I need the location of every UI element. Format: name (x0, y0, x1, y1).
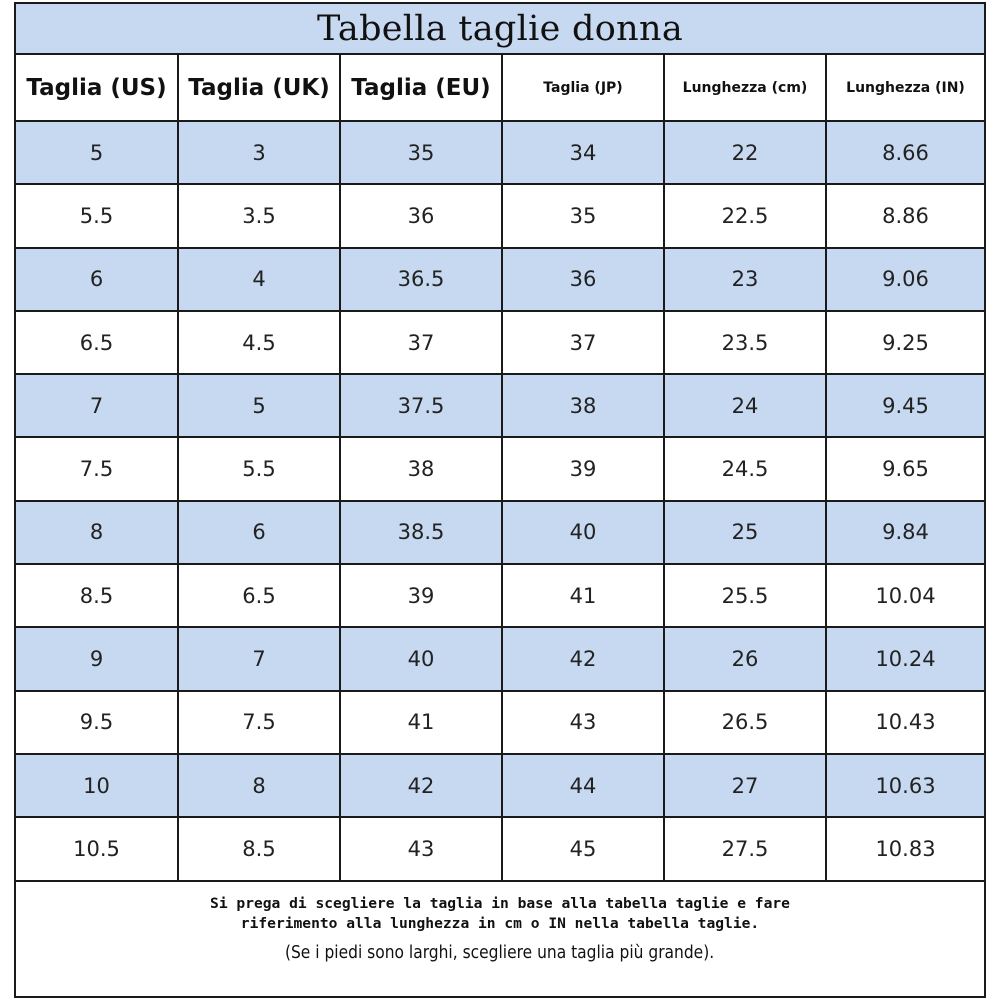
cell-jp: 42 (502, 627, 664, 690)
cell-eu: 38 (340, 437, 502, 500)
table-row (16, 501, 984, 564)
header-uk: Taglia (UK) (178, 55, 340, 121)
cell-length-in: 9.25 (826, 311, 984, 374)
cell-us: 5.5 (16, 184, 178, 247)
table-row (16, 248, 984, 311)
header-us: Taglia (US) (16, 55, 178, 121)
cell-length-in: 10.24 (826, 627, 984, 690)
table-row (16, 374, 984, 437)
cell-eu: 36 (340, 184, 502, 247)
cell-uk: 5.5 (178, 437, 340, 500)
cell-us: 6.5 (16, 311, 178, 374)
cell-uk: 3.5 (178, 184, 340, 247)
footer-note: (Se i piedi sono larghi, scegliere una taglia più grande). (285, 942, 715, 963)
cell-us: 10.5 (16, 817, 178, 880)
cell-us: 9 (16, 627, 178, 690)
cell-length-cm: 25.5 (664, 564, 826, 627)
size-chart (14, 2, 986, 998)
cell-length-in: 10.83 (826, 817, 984, 880)
footer-instruction: Si prega di scegliere la taglia in base alla tabella taglie e fare riferimento alla lunghezza in cm o IN nella tabella taglie. (210, 895, 790, 932)
cell-eu: 37.5 (340, 374, 502, 437)
cell-us: 6 (16, 248, 178, 311)
header-eu: Taglia (EU) (340, 55, 502, 121)
cell-eu: 40 (340, 627, 502, 690)
cell-jp: 43 (502, 691, 664, 754)
cell-length-cm: 23 (664, 248, 826, 311)
cell-uk: 3 (178, 121, 340, 184)
cell-uk: 8 (178, 754, 340, 817)
cell-us: 7 (16, 374, 178, 437)
table-row (16, 121, 984, 184)
cell-uk: 7.5 (178, 691, 340, 754)
cell-length-in: 10.04 (826, 564, 984, 627)
cell-length-in: 9.06 (826, 248, 984, 311)
footer (16, 880, 984, 996)
cell-eu: 41 (340, 691, 502, 754)
cell-length-in: 8.86 (826, 184, 984, 247)
cell-length-in: 8.66 (826, 121, 984, 184)
cell-length-in: 10.43 (826, 691, 984, 754)
cell-length-cm: 27 (664, 754, 826, 817)
chart-title: Tabella taglie donna (317, 8, 683, 49)
cell-us: 9.5 (16, 691, 178, 754)
cell-length-cm: 24 (664, 374, 826, 437)
cell-eu: 36.5 (340, 248, 502, 311)
cell-uk: 8.5 (178, 817, 340, 880)
cell-us: 7.5 (16, 437, 178, 500)
table-row (16, 754, 984, 817)
cell-length-cm: 26.5 (664, 691, 826, 754)
cell-jp: 44 (502, 754, 664, 817)
cell-uk: 4 (178, 248, 340, 311)
cell-length-in: 10.63 (826, 754, 984, 817)
cell-length-in: 9.65 (826, 437, 984, 500)
cell-uk: 5 (178, 374, 340, 437)
cell-jp: 35 (502, 184, 664, 247)
table-row (16, 627, 984, 690)
cell-length-cm: 27.5 (664, 817, 826, 880)
table-row (16, 184, 984, 247)
cell-length-in: 9.84 (826, 501, 984, 564)
cell-length-cm: 25 (664, 501, 826, 564)
cell-uk: 4.5 (178, 311, 340, 374)
header-length-in: Lunghezza (IN) (826, 55, 984, 121)
header-jp: Taglia (JP) (502, 55, 664, 121)
cell-eu: 43 (340, 817, 502, 880)
cell-eu: 39 (340, 564, 502, 627)
cell-us: 5 (16, 121, 178, 184)
cell-eu: 37 (340, 311, 502, 374)
cell-jp: 36 (502, 248, 664, 311)
table-row (16, 311, 984, 374)
cell-jp: 38 (502, 374, 664, 437)
cell-eu: 42 (340, 754, 502, 817)
cell-us: 8.5 (16, 564, 178, 627)
cell-uk: 7 (178, 627, 340, 690)
cell-us: 8 (16, 501, 178, 564)
cell-jp: 41 (502, 564, 664, 627)
size-table (16, 55, 984, 882)
title-bar (16, 4, 984, 55)
cell-jp: 34 (502, 121, 664, 184)
header-row (16, 55, 984, 121)
table-row (16, 817, 984, 880)
cell-length-cm: 26 (664, 627, 826, 690)
cell-jp: 45 (502, 817, 664, 880)
header-length-cm: Lunghezza (cm) (664, 55, 826, 121)
cell-length-cm: 23.5 (664, 311, 826, 374)
cell-uk: 6 (178, 501, 340, 564)
cell-jp: 40 (502, 501, 664, 564)
cell-eu: 35 (340, 121, 502, 184)
cell-jp: 39 (502, 437, 664, 500)
cell-length-cm: 24.5 (664, 437, 826, 500)
cell-eu: 38.5 (340, 501, 502, 564)
table-row (16, 437, 984, 500)
table-body (16, 121, 984, 881)
cell-uk: 6.5 (178, 564, 340, 627)
cell-length-cm: 22.5 (664, 184, 826, 247)
cell-length-in: 9.45 (826, 374, 984, 437)
cell-length-cm: 22 (664, 121, 826, 184)
cell-us: 10 (16, 754, 178, 817)
table-row (16, 691, 984, 754)
table-row (16, 564, 984, 627)
cell-jp: 37 (502, 311, 664, 374)
